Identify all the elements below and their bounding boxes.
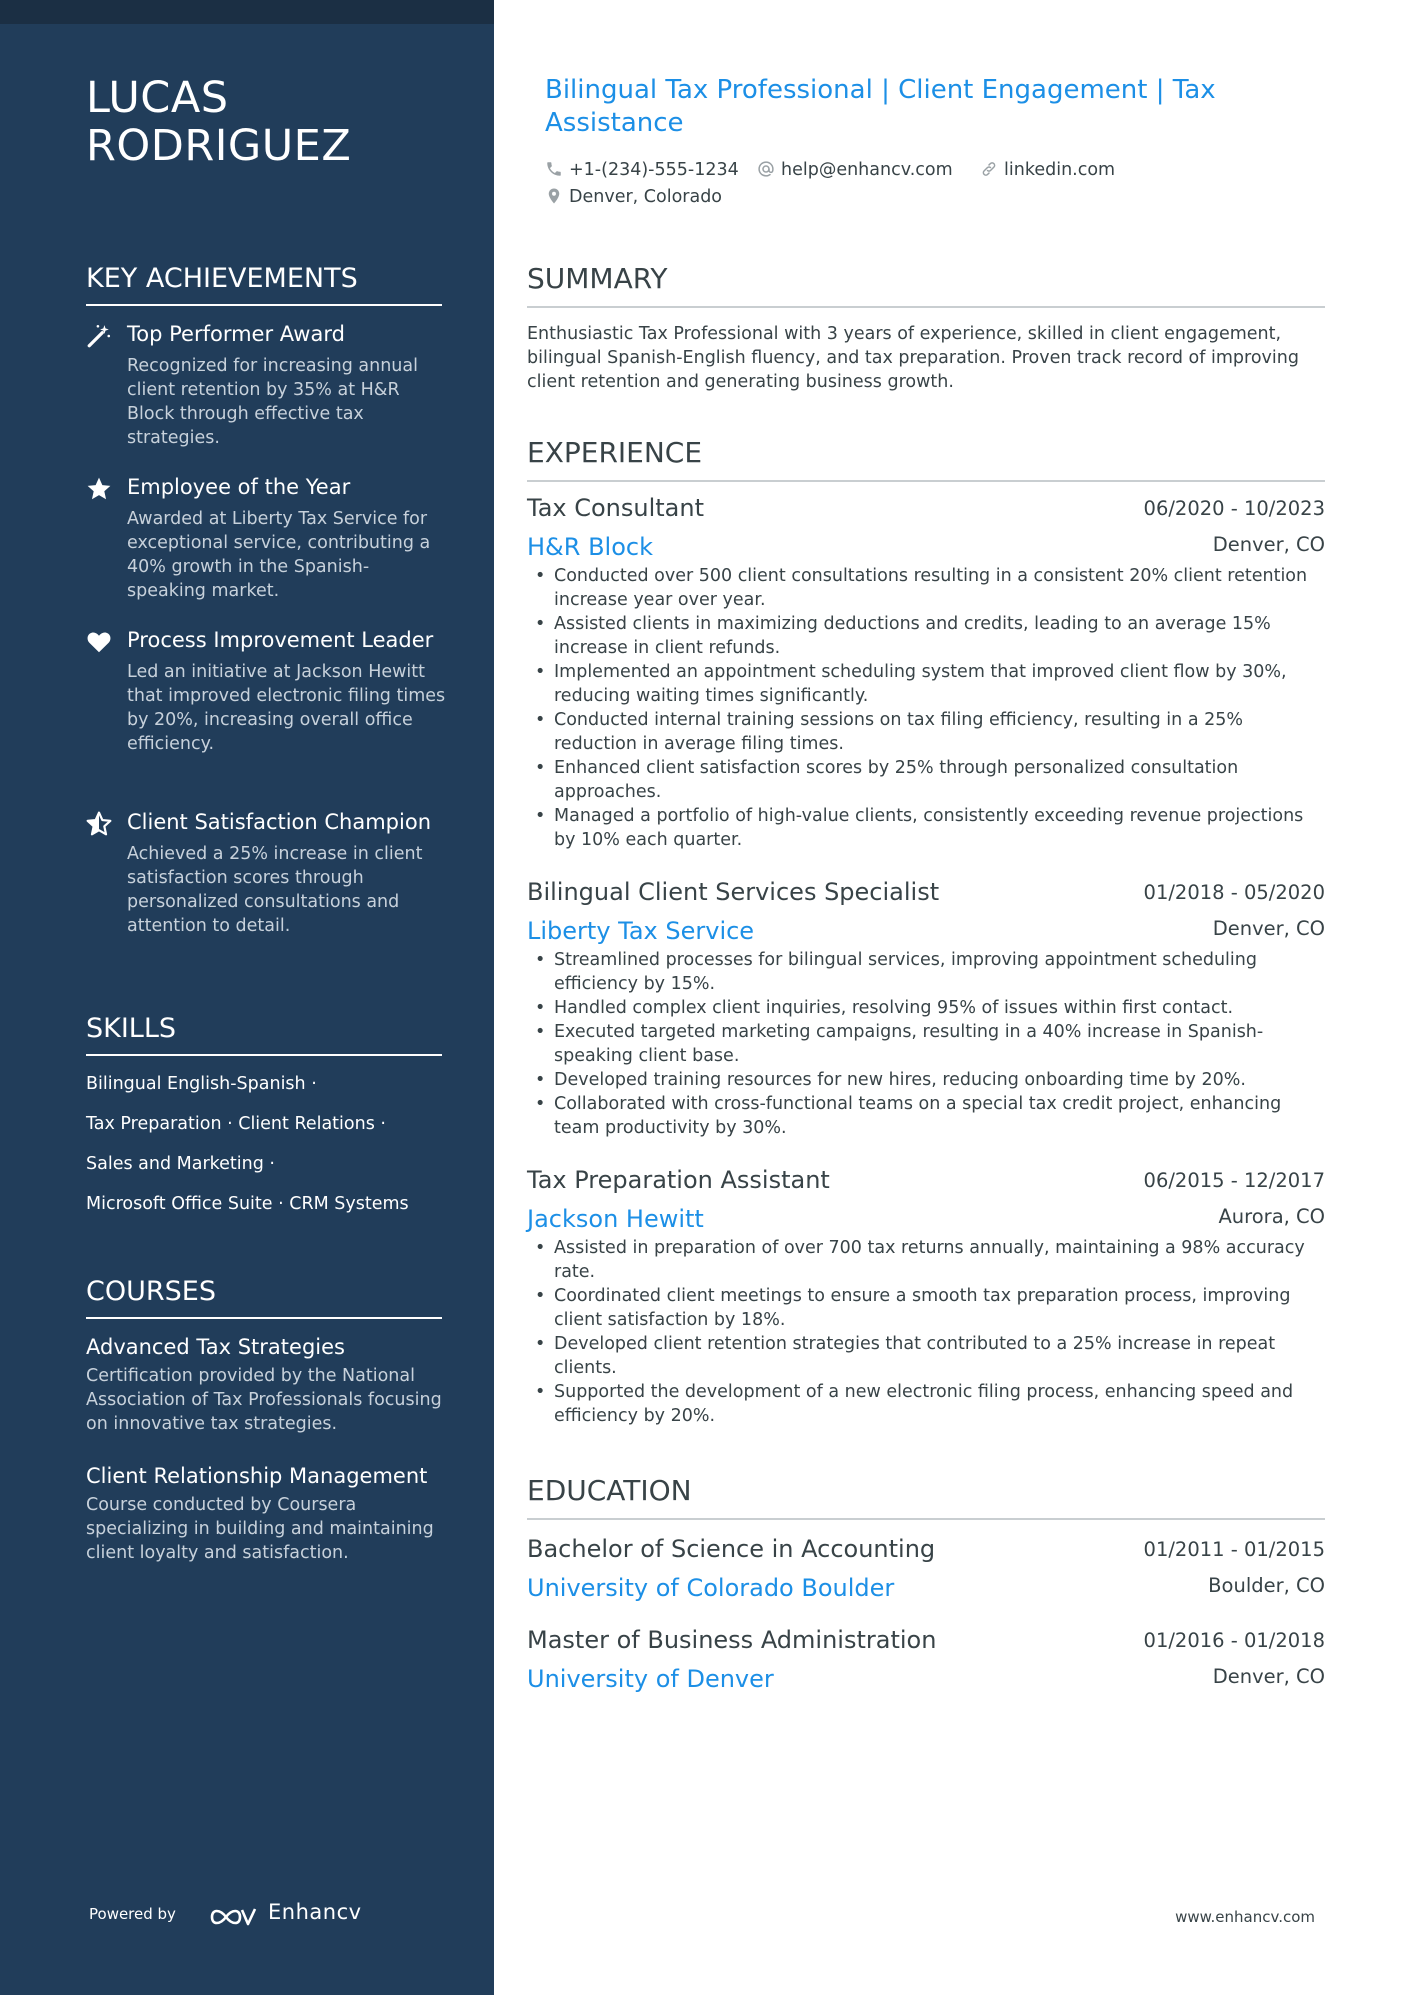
job-company: Jackson Hewitt (527, 1205, 704, 1233)
job-dates: 06/2015 - 12/2017 (1143, 1169, 1325, 1192)
education-entry (527, 1533, 1325, 1605)
skill-line: Sales and Marketing · (86, 1154, 275, 1174)
achievement-title: Process Improvement Leader (127, 628, 434, 652)
link-icon (980, 160, 998, 178)
school-name: University of Denver (527, 1665, 774, 1693)
job-bullets (527, 1236, 1325, 1428)
course-desc: Certification provided by the National Association of Tax Professionals focusing on innovative tax strategies. (86, 1366, 442, 1434)
course-item (86, 1333, 446, 1436)
skill-line: Tax Preparation · Client Relations · (86, 1114, 386, 1134)
linkedin-text: linkedin.com (1004, 160, 1116, 180)
achievement-title: Employee of the Year (127, 475, 351, 499)
job-bullets (527, 948, 1325, 1140)
name-first: LUCAS (86, 73, 229, 123)
course-item (86, 1462, 446, 1565)
job-location: Denver, CO (1212, 917, 1325, 940)
job-location: Denver, CO (1212, 533, 1325, 556)
achievement-desc: Achieved a 25% increase in client satisfaction scores through personalized consultations and attention to detail. (127, 844, 423, 936)
school-location: Boulder, CO (1208, 1574, 1325, 1597)
contact-email (757, 158, 953, 182)
star-icon (86, 476, 112, 502)
job-bullet: • Implemented an appointment scheduling system that improved client flow by 30%, reducing waiting times significantly. (554, 660, 1325, 708)
sidebar-top-strip (0, 0, 494, 24)
education-dates: 01/2016 - 01/2018 (1143, 1629, 1325, 1652)
achievement-item (86, 320, 446, 450)
job-bullet: • Conducted over 500 client consultations resulting in a consistent 20% client retention increase year over year. (554, 564, 1325, 612)
job-title: Tax Consultant (527, 494, 704, 522)
job-bullet: • Conducted internal training sessions on tax filing efficiency, resulting in a 25% reduction in average filing times. (554, 708, 1325, 756)
star-half-icon (86, 811, 112, 837)
at-sign-icon (757, 160, 775, 178)
job-company: Liberty Tax Service (527, 917, 755, 945)
skill-line: Microsoft Office Suite · CRM Systems (86, 1194, 409, 1214)
summary-heading: SUMMARY (527, 262, 1325, 308)
skill-line: Bilingual English-Spanish · (86, 1074, 317, 1094)
achievement-desc: Recognized for increasing annual client retention by 35% at H&R Block through effective tax strategies. (127, 356, 418, 448)
degree-title: Master of Business Administration (527, 1626, 937, 1654)
job-company: H&R Block (527, 533, 653, 561)
powered-by-label: Powered by (89, 1905, 176, 1923)
achievement-desc: Led an initiative at Jackson Hewitt that improved electronic filing times by 20%, increasing overall office efficiency. (127, 662, 446, 754)
education-entry (527, 1624, 1325, 1696)
job-bullet: • Streamlined processes for bilingual services, improving appointment scheduling efficiency by 15%. (554, 948, 1325, 996)
heart-icon (86, 629, 112, 655)
name-last: RODRIGUEZ (86, 121, 352, 171)
job-bullet: • Handled complex client inquiries, resolving 95% of issues within first contact. (554, 996, 1325, 1020)
summary-text: Enthusiastic Tax Professional with 3 years of experience, skilled in client engagement, bilingual Spanish-English fluency, and tax preparation. Proven track record of improving client retention and generating business growth. (527, 324, 1299, 392)
courses-heading: COURSES (86, 1275, 442, 1319)
experience-heading: EXPERIENCE (527, 436, 1325, 482)
enhancv-logo-icon (208, 1903, 258, 1931)
job-title: Tax Preparation Assistant (527, 1166, 830, 1194)
skills-heading: SKILLS (86, 1012, 442, 1056)
job-bullet: • Coordinated client meetings to ensure a smooth tax preparation process, improving client satisfaction by 18%. (554, 1284, 1325, 1332)
job-bullet: • Supported the development of a new electronic filing process, enhancing speed and efficiency by 20%. (554, 1380, 1325, 1428)
job-entry (527, 1164, 1325, 1428)
job-entry (527, 492, 1325, 852)
degree-title: Bachelor of Science in Accounting (527, 1535, 936, 1563)
headline: Bilingual Tax Professional | Client Engagement | Tax Assistance (545, 75, 1216, 138)
course-title: Client Relationship Management (86, 1464, 428, 1488)
location-pin-icon (545, 187, 563, 205)
school-name: University of Colorado Boulder (527, 1574, 895, 1602)
job-dates: 06/2020 - 10/2023 (1143, 497, 1325, 520)
achievement-item (86, 473, 446, 603)
job-entry (527, 876, 1325, 1140)
school-location: Denver, CO (1212, 1665, 1325, 1688)
achievement-item (86, 808, 446, 938)
achievements-heading: KEY ACHIEVEMENTS (86, 262, 442, 306)
job-bullet: • Assisted in preparation of over 700 tax returns annually, maintaining a 98% accuracy rate. (554, 1236, 1325, 1284)
job-bullet: • Developed client retention strategies that contributed to a 25% increase in repeat clients. (554, 1332, 1325, 1380)
contact-phone (545, 158, 739, 182)
email-text: help@enhancv.com (781, 160, 953, 180)
achievement-desc: Awarded at Liberty Tax Service for exceptional service, contributing a 40% growth in the Spanish-speaking market. (127, 509, 431, 601)
job-bullet: • Collaborated with cross-functional teams on a special tax credit project, enhancing team productivity by 30%. (554, 1092, 1325, 1140)
education-heading: EDUCATION (527, 1474, 1325, 1520)
sidebar (0, 0, 494, 1995)
contact-linkedin (980, 158, 1115, 182)
phone-icon (545, 160, 563, 178)
job-bullet: • Assisted clients in maximizing deductions and credits, leading to an average 15% increase in client refunds. (554, 612, 1325, 660)
magic-wand-icon (86, 323, 112, 349)
website-link[interactable]: www.enhancv.com (1175, 1908, 1315, 1926)
job-bullet: • Executed targeted marketing campaigns, resulting in a 40% increase in Spanish-speaking client base. (554, 1020, 1325, 1068)
job-bullet: • Developed training resources for new hires, reducing onboarding time by 20%. (554, 1068, 1325, 1092)
job-dates: 01/2018 - 05/2020 (1143, 881, 1325, 904)
job-location: Aurora, CO (1218, 1205, 1325, 1228)
course-desc: Course conducted by Coursera specializing in building and maintaining client loyalty and satisfaction. (86, 1495, 434, 1563)
contact-location (545, 185, 722, 209)
achievement-title: Top Performer Award (127, 322, 345, 346)
education-dates: 01/2011 - 01/2015 (1143, 1538, 1325, 1561)
course-title: Advanced Tax Strategies (86, 1335, 345, 1359)
candidate-name (86, 74, 466, 170)
brand-name: Enhancv (268, 1900, 362, 1924)
job-bullet: • Enhanced client satisfaction scores by 25% through personalized consultation approaches. (554, 756, 1325, 804)
phone-text: +1-(234)-555-1234 (569, 160, 739, 180)
job-bullet: • Managed a portfolio of high-value clients, consistently exceeding revenue projections by 10% each quarter. (554, 804, 1325, 852)
job-bullets (527, 564, 1325, 852)
job-title: Bilingual Client Services Specialist (527, 878, 940, 906)
location-text: Denver, Colorado (569, 187, 723, 207)
achievement-title: Client Satisfaction Champion (127, 810, 432, 834)
achievement-item (86, 626, 446, 756)
